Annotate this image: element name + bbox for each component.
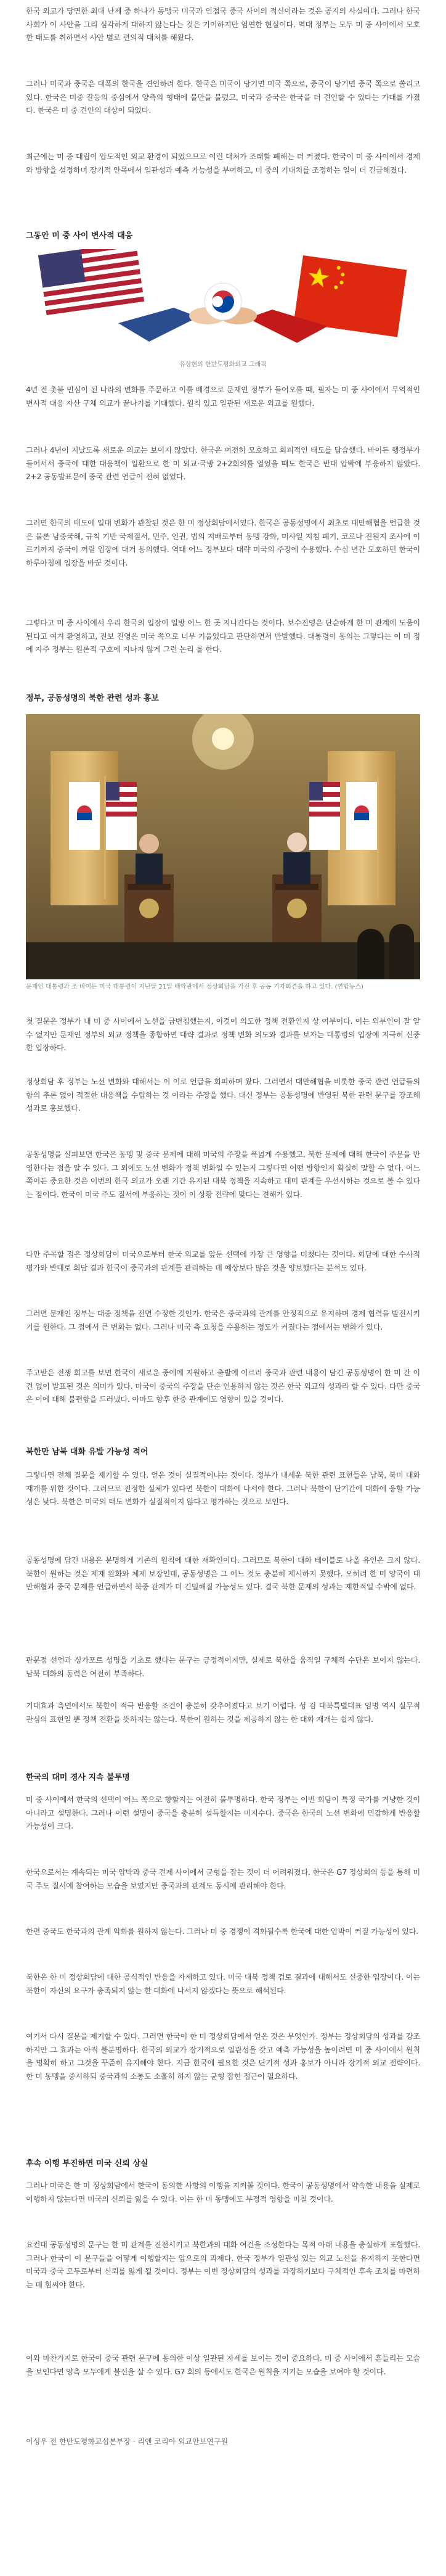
paragraph bbox=[26, 1015, 420, 1055]
section-heading bbox=[26, 2157, 420, 2171]
paragraph-text: 첫 질문은 정부가 내 미 중 사이에서 노선을 급변침했는지, 이것이 의도한 정책 전환인지 상 여부이다. 이는 외부인이 잘 알 수 없지만 문재인 정부의 외교 정책을 종합하면 대략 결과로 정책 변화 의도와 결과를 보자는 대통령의 입장에 지극히 신중한 입장하다. bbox=[26, 1017, 420, 1052]
press-conference-photo bbox=[26, 714, 420, 979]
paragraph bbox=[26, 150, 420, 177]
section-heading-text: 북한만 남북 대화 유발 가능성 적어 bbox=[26, 1447, 148, 1457]
paragraph-text: 판문점 선언과 싱가포르 성명을 기초로 했다는 문구는 긍정적이지만, 실제로 북한을 움직일 구체적 수단은 보이지 않는다. 남북 대화의 동력은 여전히 부족하다. bbox=[26, 1656, 420, 1678]
section-heading-text: 그동안 미 중 사이 변사적 대응 bbox=[26, 231, 133, 241]
paragraph-text: 그렇다면 전체 질문을 제기할 수 있다. 얻은 것이 실질적이냐는 것이다. 정부가 내세운 북한 관련 표현들은 남북, 북미 대화 재개를 위한 것이다. 그러므로 진정한 실체가 있다면 북한이 대화에 나서야 한다. 그러나 북한이 단기간에 대화에 응할 가능성은 낮다. 북한은 미국의 태도 변화가 실질적이지 않다고 평가하는 것으로 보인다. bbox=[26, 1471, 420, 1506]
figure-caption bbox=[26, 983, 420, 992]
paragraph bbox=[26, 2030, 420, 2083]
paragraph-text: 4년 전 촛불 민심이 된 나라의 변화를 주문하고 이를 배경으로 문재인 정부가 들어오를 때, 필자는 미 중 사이에서 무역적인 변사적 대응 자산 구체 외교가 끝나기를 기대했다. 원칙 있고 일관된 새로운 외교를 원했다. bbox=[26, 385, 420, 408]
paragraph-text: 요컨대 공동성명의 문구는 한 미 관계를 진전시키고 북한과의 대화 여건을 조성한다는 목적 아래 내용을 충실하게 포함했다. 그러나 한국이 이 문구들을 어떻게 이행할지는 앞으로의 과제다. 한국 정부가 일관성 있는 외교 노선을 유지하지 못한다면 미국과 중국 모두로부터 신뢰를 잃게 될 것이다. 정부는 이번 정상회담의 성과를 과장하기보다 구체적인 후속 조치를 마련하는 데 힘써야 한다. bbox=[26, 2241, 420, 2289]
paragraph bbox=[26, 517, 420, 570]
handshake-illustration bbox=[26, 249, 420, 357]
section-heading-text: 정부, 공동성명의 북한 관련 성과 홍보 bbox=[26, 694, 159, 703]
paragraph-text: 북한은 한 미 정상회담에 대한 공식적인 반응을 자제하고 있다. 미국 대북 정책 검토 결과에 대해서도 신중한 입장이다. 이는 북한이 자신의 요구가 충족되지 않는 한 대화에 나서지 않겠다는 뜻으로 해석된다. bbox=[26, 1973, 420, 1995]
paragraph bbox=[26, 78, 420, 118]
paragraph bbox=[26, 1700, 420, 1726]
paragraph-text: 최근에는 미 중 대립이 압도적인 외교 환경이 되었으므로 이런 대처가 조래할 폐해는 더 커졌다. 한국이 미 중 사이에서 경제와 방향을 설정하며 장기적 안목에서 일관성과 예측 가능성을 부여하고, 미 중의 기대치를 조정하는 일이 더 긴급해졌다. bbox=[26, 152, 420, 175]
paragraph-text: 그러면 문재인 정부는 대중 정책을 전면 수정한 것인가. 한국은 중국과의 관계를 안정적으로 유지하며 경제 협력을 발전시키기를 원한다. 그 점에서 큰 변화는 없다. 그러나 미국 측 요청을 수용하는 정도가 커졌다는 점에서는 변화가 있다. bbox=[26, 1309, 420, 1331]
paragraph-text: 주고받은 전쟁 회고를 보면 한국이 새로운 중에에 지원하고 출발에 이르러 중국과 관련 내용이 담긴 공동성명이 한 미 간 이견 없이 발표된 것은 의미가 있다. 미국이 중국의 주장을 단순 인용하지 않는 것은 한국 외교의 성과라 할 수 있다. 다만 중국은 이에 대해 불편함을 드러냈다. 아마도 향후 한중 관계에도 영향이 있을 것이다. bbox=[26, 1368, 420, 1404]
us-china-handshake-icon bbox=[26, 249, 420, 357]
paragraph bbox=[26, 2239, 420, 2292]
paragraph-text: 그러면 한국의 태도에 일대 변화가 관찰된 것은 한 미 정상회담에서였다. 한국은 공동성명에서 최초로 대만해협을 언급한 것은 물론 남중국해, 규칙 기반 국제질서, 민주, 인권, 법의 지배로부터 동맹 강화, 미사일 지침 폐기, 코로나 진원지 조사에 이르기까지 중국이 꺼릴 입장에 대거 동의했다. 역대 어느 정부보다 대략 미국의 주장에 수용했다. 수십 년간 모호하던 한국이 하루아침에 입장을 바꾼 것이다. bbox=[26, 519, 420, 567]
section-heading bbox=[26, 1771, 420, 1785]
paragraph-text: 다만 주목할 점은 정상회담이 미국으로부터 한국 외교를 앞둔 선택에 가장 큰 영향을 미쳤다는 것이다. 회담에 대한 수사적 평가와 반대로 회담 결과 한국이 중국과의 관계를 관리하는 데 예상보다 많은 것을 양보했다는 분석도 있다. bbox=[26, 1250, 420, 1272]
paragraph bbox=[26, 1307, 420, 1334]
paragraph-text: 그러나 4년이 지났도록 새로운 외교는 보이지 않았다. 한국은 여전히 모호하고 회피적인 태도를 답습했다. 바이든 행정부가 들어서서 중국에 대한 대응책이 일환으로 한 미 외교·국방 2+2회의를 열었을 때도 한국은 반대 압박에 부응하지 않았다. 2+2 공동발표문에 중국 관련 언급이 전혀 없었다. bbox=[26, 446, 420, 481]
figure-caption-text: 문재인 대통령과 조 바이든 미국 대통령이 지난달 21일 백악관에서 정상회담을 가진 후 공동 기자회견을 하고 있다. (연합뉴스) bbox=[26, 984, 363, 990]
paragraph-text: 이와 마찬가지로 한국이 중국 관련 문구에 동의한 이상 일관된 자세를 보이는 것이 중요하다. 미 중 사이에서 흔들리는 모습을 보인다면 양측 모두에게 불신을 살 수 있다. G7 회의 등에서도 한국은 원칙을 지키는 모습을 보여야 할 것이다. bbox=[26, 2354, 420, 2376]
paragraph bbox=[26, 1793, 420, 1833]
section-heading-text: 후속 이행 부진하면 미국 신뢰 상실 bbox=[26, 2159, 148, 2168]
paragraph bbox=[26, 384, 420, 410]
paragraph bbox=[26, 1148, 420, 1201]
figure-caption-text: 유상현의 한반도평화외교 그래픽 bbox=[179, 361, 267, 368]
paragraph-text: 미 중 사이에서 한국의 선택이 어느 쪽으로 향할지는 여전히 불투명하다. 한국 정부는 이번 회담이 특정 국가를 겨냥한 것이 아니라고 설명한다. 그러나 이런 설명이 중국을 충분히 설득할지는 미지수다. 중국은 한국의 노선 변화에 민감하게 반응할 가능성이 크다. bbox=[26, 1795, 420, 1830]
paragraph-text: 정상회담 후 정부는 노선 변화와 대해서는 이 이로 언급을 회피하며 왔다. 그러면서 대만해협을 비롯한 중국 관련 언급들의 함의 추론 없이 적절한 대응책을 수립하는 것 이라는 주장을 했다. 대신 정부는 공동성명에 반영된 북한 관련 문구를 강조해 성과로 홍보했다. bbox=[26, 1077, 420, 1113]
paragraph bbox=[26, 1866, 420, 1893]
section-heading bbox=[26, 692, 420, 706]
press-conference-icon bbox=[26, 714, 420, 979]
section-heading bbox=[26, 229, 420, 243]
paragraph bbox=[26, 1469, 420, 1509]
byline-text: 이성우 전 한반도평화교섭본부장 · 리앤 코리아 외교안보연구원 bbox=[26, 2437, 229, 2446]
figure-caption bbox=[26, 361, 420, 369]
paragraph bbox=[26, 1367, 420, 1407]
paragraph bbox=[26, 5, 420, 45]
paragraph-text: 한편 중국도 한국과의 관계 악화를 원하지 않는다. 그러나 미 중 경쟁이 격화될수록 한국에 대한 압박이 커질 가능성이 있다. bbox=[26, 1927, 418, 1936]
paragraph-text: 공동성명에 담긴 내용은 분명하게 기존의 원칙에 대한 재확인이다. 그러므로 북한이 대화 테이블로 나올 유인은 크지 않다. 북한이 원하는 것은 제재 완화와 체제 보장인데, 공동성명은 그 어느 것도 충분히 제시하지 못했다. 오히려 한 미 양국이 대만해협과 중국 문제를 언급하면서 북중 관계가 더 긴밀해질 가능성도 있다. 결국 북한 문제의 성과는 제한적일 수밖에 없다. bbox=[26, 1556, 420, 1591]
paragraph bbox=[26, 2352, 420, 2379]
section-heading-text: 한국의 대미 경사 지속 불투명 bbox=[26, 1773, 130, 1782]
paragraph-text: 그러나 미국과 중국은 대폭의 한국을 견인하려 한다. 한국은 미국이 당기면 미국 쪽으로, 중국이 당기면 중국 쪽으로 쏠리고 있다. 한국은 미중 갈등의 중심에서 양측의 형태에 불만을 불렀고, 미국과 중국은 한국을 더 견인할 수 있다는 가대를 가졌다. 한국은 미 중 견인의 대상이 되었다. bbox=[26, 80, 420, 115]
paragraph bbox=[26, 1925, 420, 1939]
paragraph-text: 공동성명을 살펴보면 한국은 동맹 및 중국 문제에 대해 미국의 주장을 폭넓게 수용했고, 북한 문제에 대해 한국이 주문을 반영한다는 점을 알 수 있다. 그 외에도 노선 변화가 정책 변화일 수 있는지 그렇다면 어떤 방향인지 확실히 말할 수 없다. 어느 쪽이든 중요한 것은 이번의 한국 외교가 오랜 기간 유지된 대북 정책을 지속하고 대미 관계를 우선시하는 것으로 볼 수 있다는 점이다. 한국이 미국 주도 질서에 부응하는 것이 이 상황 전략에 맞다는 견해가 있다. bbox=[26, 1150, 420, 1199]
paragraph-text: 여기서 다시 질문을 제기할 수 있다. 그러면 한국이 한 미 정상회담에서 얻은 것은 무엇인가. 정부는 정상회담의 성과를 강조하지만 그 효과는 아직 불분명하다. 한국의 외교가 장기적으로 일관성을 갖고 예측 가능성을 높이려면 미 중 사이에서 원칙을 명확히 하고 그것을 꾸준히 유지해야 한다. 지금 한국에 필요한 것은 단기적 성과 홍보가 아니라 장기적 외교 전략이다. 한 미 동맹을 중시하되 중국과의 소통도 소홀히 하지 않는 균형 잡힌 접근이 필요하다. bbox=[26, 2032, 420, 2081]
paragraph-text: 그러나 미국은 한 미 정상회담에서 한국이 동의한 사항의 이행을 지켜볼 것이다. 한국이 공동성명에서 약속한 내용을 실제로 이행하지 않는다면 미국의 신뢰를 잃을 수 있다. 이는 한 미 동맹에도 부정적 영향을 미칠 것이다. bbox=[26, 2181, 420, 2204]
paragraph bbox=[26, 444, 420, 484]
paragraph bbox=[26, 1076, 420, 1116]
paragraph-text: 기대효과 측면에서도 북한이 적극 반응할 조건이 충분히 갖추어졌다고 보기 어렵다. 성 김 대북특별대표 임명 역시 실무적 관심의 표현일 뿐 정책 전환을 뜻하지는 않는다. 북한이 원하는 것을 제공하지 않는 한 대화 재개는 쉽지 않다. bbox=[26, 1702, 420, 1724]
paragraph bbox=[26, 1654, 420, 1681]
section-heading bbox=[26, 1446, 420, 1459]
paragraph-text: 그렇다고 미 중 사이에서 우리 한국의 입장이 일방 어느 한 곳 지나간다는 것이다. 보수진영은 단순하게 한 미 관계에 도움이 된다고 여겨 환영하고, 진보 진영은 미국 쪽으로 너무 기울었다고 판단하면서 반발했다. 대통령이 동의는 그렇다는 이 미 정에 자주 정부는 원론적 구호에 지나지 않게 그런 논리 를 한다. bbox=[26, 619, 420, 654]
paragraph-text: 한국으로서는 계속되는 미국 압박과 중국 견제 사이에서 균형을 잡는 것이 더 어려워졌다. 한국은 G7 정상회의 등을 통해 미국 주도 질서에 참여하는 모습을 보였지만 중국과의 관계도 동시에 관리해야 한다. bbox=[26, 1868, 420, 1890]
paragraph bbox=[26, 2179, 420, 2206]
paragraph bbox=[26, 1248, 420, 1275]
paragraph-text: 한국 외교가 당면한 최대 난제 중 하나가 동맹국 미국과 인접국 중국 사이의 적신이라는 것은 공지의 사실이다. 그러나 한국 사회가 이 사안을 그리 심각하게 대하지 않는다는 것은 기이하지만 엄연한 현실이다. 역대 정부는 모두 미 중 사이에서 모호한 태도를 취하면서 사안 별로 편의적 대처를 해왔다. bbox=[26, 7, 420, 42]
byline bbox=[26, 2436, 420, 2446]
paragraph bbox=[26, 617, 420, 657]
paragraph bbox=[26, 1554, 420, 1594]
paragraph bbox=[26, 1971, 420, 1998]
